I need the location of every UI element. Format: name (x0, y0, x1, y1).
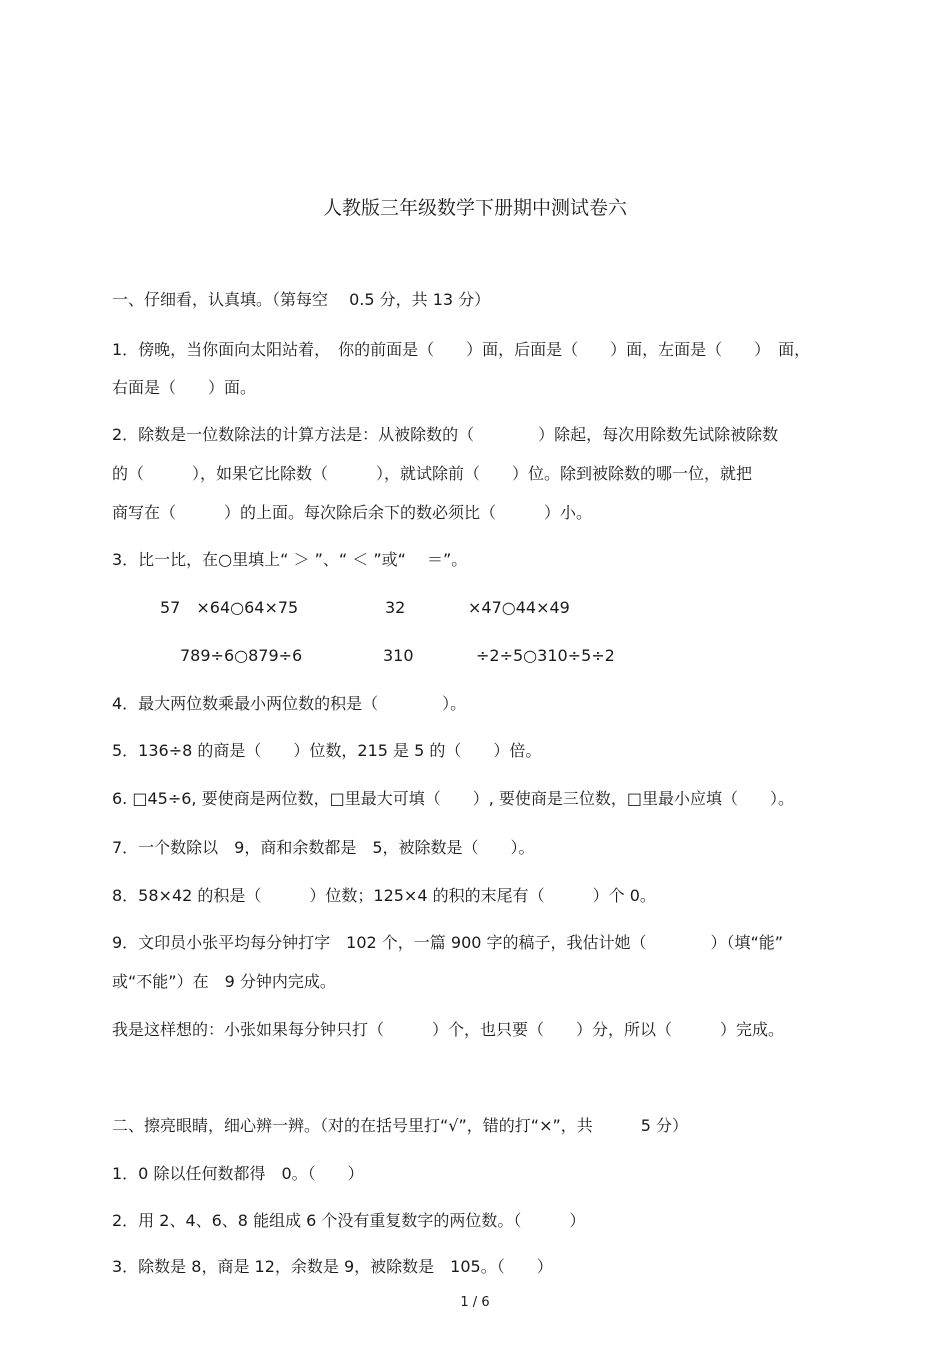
question-6: 6. □45÷6, 要使商是两位数，□里最大可填（ ）, 要使商是三位数，□里最小应填（ ）。 (112, 789, 794, 808)
judge-question-1: 1．0 除以任何数都得 0。（ ） (112, 1164, 364, 1183)
question-9-line-1: 9．文印员小张平均每分钟打字 102 个，一篇 900 字的稿子，我估计她（ ）（填“能” (112, 933, 784, 952)
question-4: 4．最大两位数乘最小两位数的积是（ ）。 (112, 694, 467, 713)
judge-question-3: 3．除数是 8，商是 12，余数是 9，被除数是 105。（ ） (112, 1257, 553, 1276)
q3-compare-1a: 57 ×64○64×75 (160, 598, 299, 617)
q3-compare-1b: 32 (385, 598, 406, 617)
section-1-heading: 一、仔细看，认真填。（第每空 0.5 分，共 13 分） (112, 290, 491, 309)
question-2-line-3: 商写在（ ）的上面。每次除后余下的数必须比（ ）小。 (112, 503, 593, 522)
question-1-line-1: 1．傍晚，当你面向太阳站着， 你的前面是（ ）面，后面是（ ）面，左面是（ ） 面， (112, 340, 811, 359)
question-9-line-3: 我是这样想的：小张如果每分钟只打（ ）个，也只要（ ）分，所以（ ）完成。 (112, 1020, 785, 1039)
q3-compare-1c: ×47○44×49 (468, 598, 570, 617)
question-5: 5．136÷8 的商是（ ）位数，215 是 5 的（ ）倍。 (112, 741, 542, 760)
judge-question-2: 2．用 2、4、6、8 能组成 6 个没有重复数字的两位数。（ ） (112, 1211, 586, 1230)
q3-compare-2a: 789÷6○879÷6 (180, 646, 303, 665)
question-3-line-1: 3．比一比，在○里填上“ ＞ ”、“ ＜ ”或“ ＝”。 (112, 550, 468, 569)
question-7: 7．一个数除以 9，商和余数都是 5，被除数是（ ）。 (112, 838, 535, 857)
question-2-line-1: 2．除数是一位数除法的计算方法是：从被除数的（ ）除起，每次用除数先试除被除数 (112, 425, 779, 444)
question-2-line-2: 的（ ），如果它比除数（ ），就试除前（ ）位。除到被除数的哪一位，就把 (112, 464, 753, 483)
document-title: 人教版三年级数学下册期中测试卷六 (322, 197, 627, 219)
page-number: 1 / 6 (460, 1295, 490, 1310)
q3-compare-2b: 310 (383, 646, 414, 665)
question-9-line-2: 或“不能”）在 9 分钟内完成。 (112, 972, 336, 991)
section-2-heading: 二、擦亮眼睛，细心辨一辨。（对的在括号里打“√”，错的打“×”，共 5 分） (112, 1116, 689, 1135)
question-1-line-2: 右面是（ ）面。 (112, 378, 257, 397)
question-8: 8．58×42 的积是（ ）位数；125×4 的积的末尾有（ ）个 0。 (112, 886, 656, 905)
q3-compare-2c: ÷2÷5○310÷5÷2 (476, 646, 615, 665)
